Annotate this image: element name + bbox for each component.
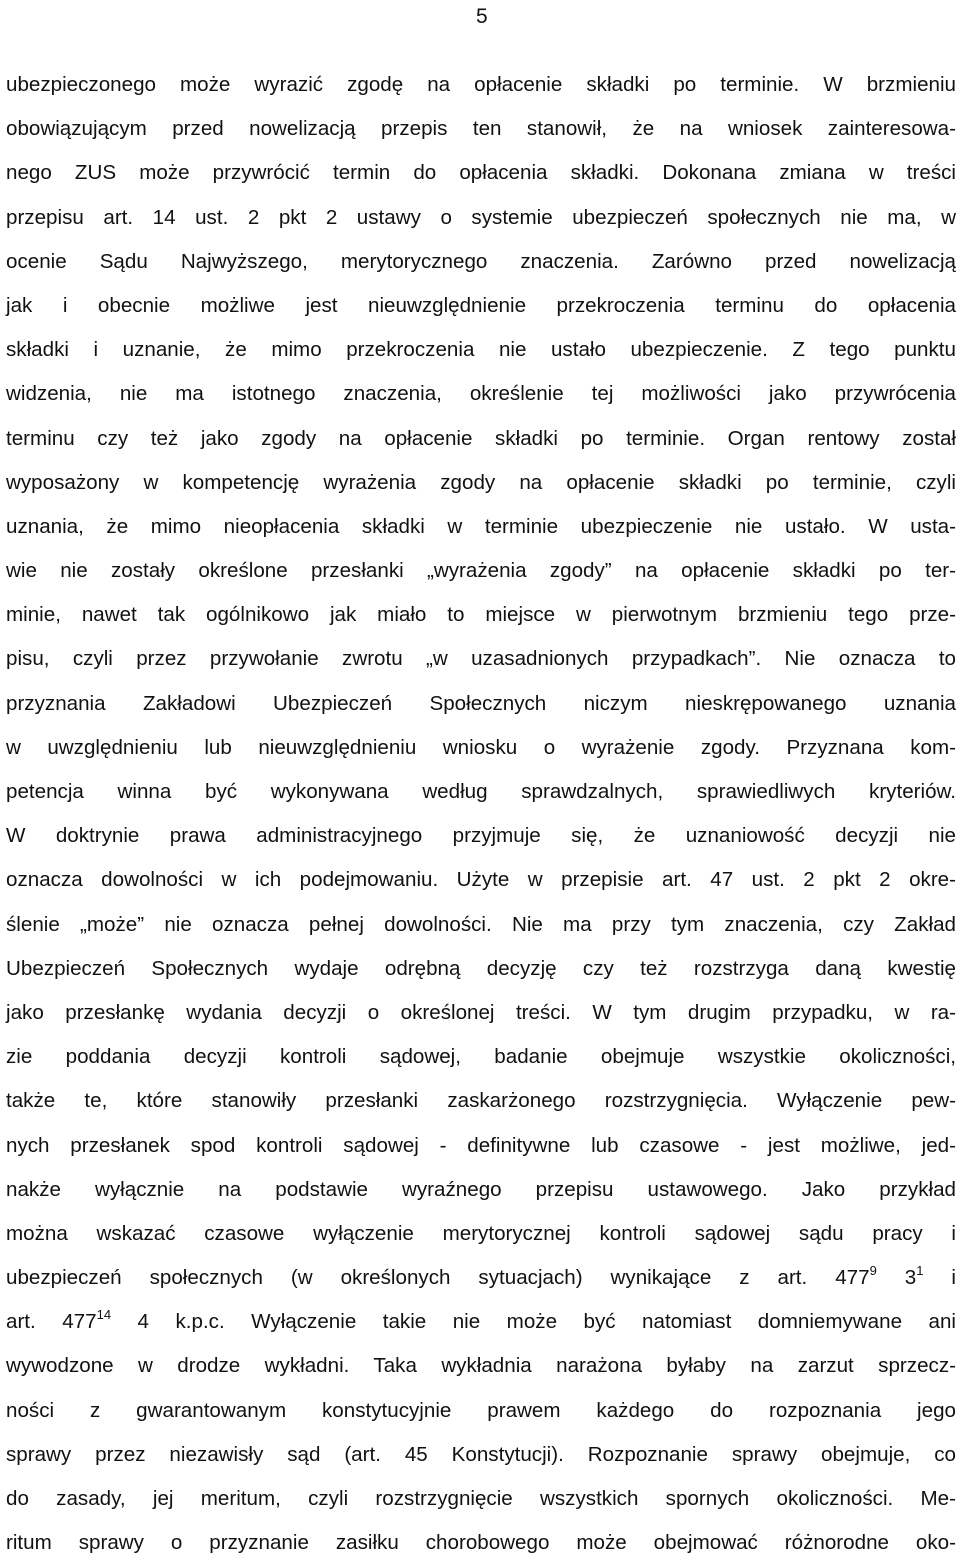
page-number: 5 — [476, 5, 488, 28]
text-line: jako przesłankę wydania decyzji o określonej treści. W tym drugim przypadku, w ra- — [6, 1000, 956, 1024]
text-line: sprawy przez niezawisły sąd (art. 45 Konstytucji). Rozpoznanie sprawy obejmuje, co — [6, 1442, 956, 1466]
text-line: wywodzone w drodze wykładni. Taka wykładnia narażona byłaby na zarzut sprzecz- — [6, 1354, 956, 1378]
text-line: wyposażony w kompetencję wyrażenia zgody na opłacenie składki po terminie, czyli — [6, 470, 956, 494]
text-line: ubezpieczonego może wyrazić zgodę na opłacenie składki po terminie. W brzmieniu — [6, 73, 956, 96]
text-line: przepisu art. 14 ust. 2 pkt 2 ustawy o systemie ubezpieczeń społecznych nie ma, w — [6, 205, 956, 229]
text-line: W doktrynie prawa administracyjnego przyjmuje się, że uznaniowość decyzji nie — [6, 824, 956, 848]
text-line: minie, nawet tak ogólnikowo jak miało to miejsce w pierwotnym brzmieniu tego prze- — [6, 603, 956, 627]
text-line-with-superscripts — [6, 1256, 956, 1300]
text-fragment: 4 k.p.c. Wyłączenie takie nie może być natomiast domniemywane ani — [111, 1310, 956, 1334]
text-line: Ubezpieczeń Społecznych wydaje odrębną decyzję czy też rozstrzyga daną kwestię — [6, 956, 956, 980]
text-line: ności z gwarantowanym konstytucyjnie prawem każdego do rozpoznania jego — [6, 1398, 956, 1422]
text-fragment: i — [923, 1266, 956, 1290]
text-fragment: ubezpieczeń społecznych (w określonych sytuacjach) wynikające z art. 477 — [6, 1266, 870, 1290]
text-line: widzenia, nie ma istotnego znaczenia, określenie tej możliwości jako przywrócenia — [6, 382, 956, 406]
text-line: także te, które stanowiły przesłanki zaskarżonego rozstrzygnięcia. Wyłączenie pew- — [6, 1089, 956, 1113]
text-fragment: art. 477 — [6, 1310, 97, 1334]
text-line: przyznania Zakładowi Ubezpieczeń Społecznych niczym nieskrępowanego uznania — [6, 691, 956, 715]
text-line: wie nie zostały określone przesłanki „wyrażenia zgody” na opłacenie składki po ter- — [6, 559, 956, 583]
text-line: pisu, czyli przez przywołanie zwrotu „w uzasadnionych przypadkach”. Nie oznacza to — [6, 647, 956, 671]
superscript: 14 — [96, 1307, 112, 1323]
text-line: zie poddania decyzji kontroli sądowej, badanie obejmuje wszystkie okoliczności, — [6, 1045, 956, 1069]
text-line: uznania, że mimo nieopłacenia składki w terminie ubezpieczenie nie ustało. W usta- — [6, 514, 956, 538]
text-line: do zasady, jej meritum, czyli rozstrzygnięcie wszystkich spornych okoliczności. Me- — [6, 1487, 956, 1510]
text-line: obowiązującym przed nowelizacją przepis ten stanowił, że na wniosek zainteresowa- — [6, 117, 956, 141]
text-line: ocenie Sądu Najwyższego, merytorycznego znaczenia. Zarówno przed nowelizacją — [6, 249, 956, 273]
document-body — [6, 63, 956, 1565]
text-line: nakże wyłącznie na podstawie wyraźnego przepisu ustawowego. Jako przykład — [6, 1177, 956, 1201]
text-line-with-superscript — [6, 1300, 956, 1344]
superscript: 9 — [869, 1263, 877, 1279]
text-line: można wskazać czasowe wyłączenie merytorycznej kontroli sądowej sądu pracy i — [6, 1221, 956, 1245]
text-line: składki i uznanie, że mimo przekroczenia nie ustało ubezpieczenie. Z tego punktu — [6, 338, 956, 362]
text-line: nego ZUS może przywrócić termin do opłacenia składki. Dokonana zmiana w treści — [6, 161, 956, 185]
superscript: 1 — [916, 1263, 924, 1279]
text-line: ritum sprawy o przyznanie zasiłku chorobowego może obejmować różnorodne oko- — [6, 1531, 956, 1555]
text-line: oznacza dowolności w ich podejmowaniu. Użyte w przepisie art. 47 ust. 2 pkt 2 okre- — [6, 868, 956, 892]
text-line: w uwzględnieniu lub nieuwzględnieniu wniosku o wyrażenie zgody. Przyznana kom- — [6, 735, 956, 759]
text-line: jak i obecnie możliwe jest nieuwzględnienie przekroczenia terminu do opłacenia — [6, 293, 956, 317]
text-fragment: 3 — [876, 1266, 917, 1290]
text-line: petencja winna być wykonywana według sprawdzalnych, sprawiedliwych kryteriów. — [6, 780, 956, 803]
text-line: nych przesłanek spod kontroli sądowej - definitywne lub czasowe - jest możliwe, jed- — [6, 1133, 956, 1157]
text-line: terminu czy też jako zgody na opłacenie składki po terminie. Organ rentowy został — [6, 426, 956, 450]
text-line: ślenie „może” nie oznacza pełnej dowolności. Nie ma przy tym znaczenia, czy Zakład — [6, 912, 956, 936]
